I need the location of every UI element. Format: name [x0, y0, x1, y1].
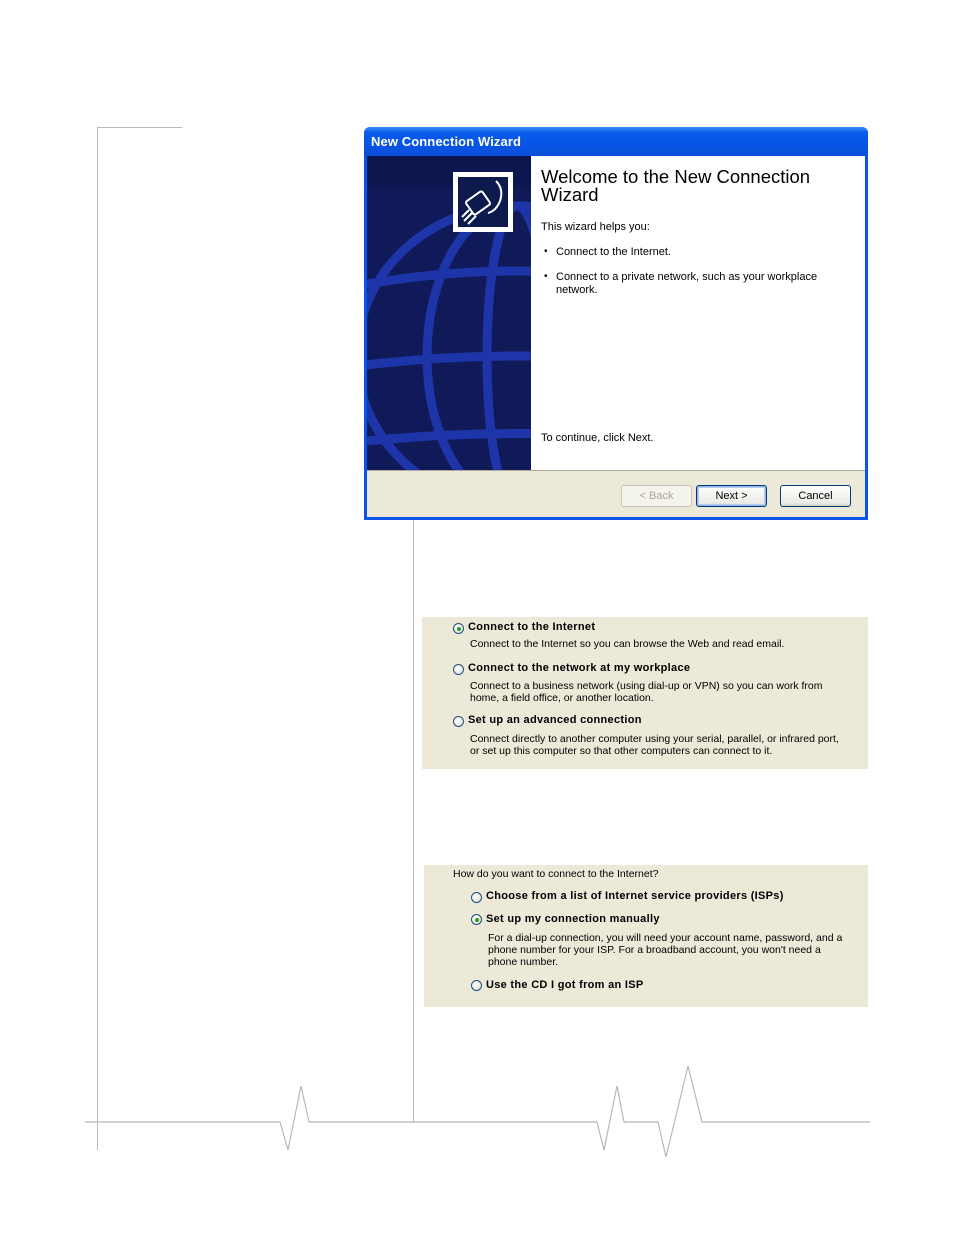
option-description: Connect directly to another computer using your serial, parallel, or infrared port, or set up this computer so that other computers can connect to it. — [470, 733, 839, 757]
internet-method-panel — [424, 865, 868, 1007]
connect-question: How do you want to connect to the Internet? — [453, 868, 659, 880]
bullet-dot: • — [544, 271, 548, 282]
back-button[interactable]: < Back — [621, 485, 692, 507]
pulse-line-decoration — [0, 1060, 954, 1170]
continue-instruction: To continue, click Next. — [541, 432, 654, 444]
page-rule-top — [97, 127, 182, 128]
wizard-content — [531, 156, 865, 470]
connection-type-panel — [422, 617, 868, 769]
next-button[interactable]: Next > — [696, 485, 767, 507]
wizard-sidebar — [367, 156, 531, 470]
wizard-heading: Welcome to the New Connection Wizard — [541, 166, 811, 205]
cancel-button[interactable]: Cancel — [780, 485, 851, 507]
radio-choose-isp[interactable] — [471, 892, 482, 903]
option-label[interactable]: Connect to the network at my workplace — [468, 662, 691, 674]
page-rule-middle — [413, 520, 414, 1123]
option-label[interactable]: Set up my connection manually — [486, 913, 660, 925]
option-label[interactable]: Choose from a list of Internet service providers (ISPs) — [486, 890, 784, 902]
bullet-text: Connect to the Internet. — [556, 246, 671, 258]
wizard-client-area — [367, 156, 865, 517]
option-label[interactable]: Set up an advanced connection — [468, 714, 642, 726]
button-area-separator — [367, 470, 865, 471]
bullet-dot: • — [544, 246, 548, 257]
network-cable-icon — [453, 172, 513, 232]
radio-use-isp-cd[interactable] — [471, 980, 482, 991]
option-description: Connect to a business network (using dial-up or VPN) so you can work from home, a field office, or another location. — [470, 680, 823, 704]
radio-connect-internet[interactable] — [453, 623, 464, 634]
page-rule-left — [97, 127, 98, 1150]
option-description: For a dial-up connection, you will need your account name, password, and a phone number for your ISP. For a broadband account, you won't need a phone number. — [488, 932, 843, 968]
radio-setup-manually[interactable] — [471, 914, 482, 925]
option-label[interactable]: Connect to the Internet — [468, 621, 596, 633]
wizard-intro: This wizard helps you: — [541, 221, 650, 233]
radio-advanced-connection[interactable] — [453, 716, 464, 727]
new-connection-wizard-window — [364, 127, 868, 520]
option-description: Connect to the Internet so you can browse the Web and read email. — [470, 638, 785, 650]
window-title: New Connection Wizard — [371, 134, 522, 149]
option-label[interactable]: Use the CD I got from an ISP — [486, 979, 644, 991]
title-bar[interactable] — [364, 127, 868, 156]
radio-connect-workplace[interactable] — [453, 664, 464, 675]
bullet-text: Connect to a private network, such as your workplace network. — [556, 271, 818, 296]
